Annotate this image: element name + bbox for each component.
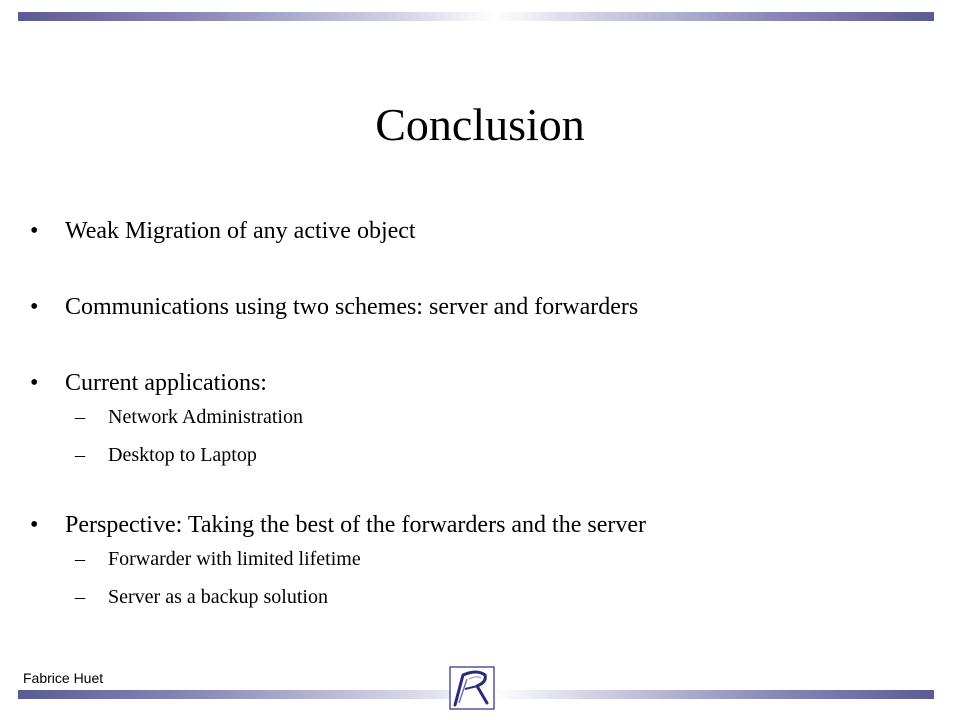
bullet-icon: • (30, 294, 39, 320)
sub-item-text: Server as a backup solution (108, 586, 328, 608)
bullet-text: Perspective: Taking the best of the forwarders and the server (65, 512, 647, 538)
bullet-item (30, 212, 930, 250)
dash-icon: – (75, 548, 85, 570)
bullet-text: Current applications: (65, 370, 267, 396)
bullet-item (30, 506, 930, 544)
slide-title: Conclusion (375, 99, 585, 150)
top-decorative-bar (18, 12, 934, 21)
bullet-icon: • (30, 218, 39, 244)
sub-item (30, 578, 930, 616)
bullet-item (30, 288, 930, 326)
sub-item-text: Network Administration (108, 406, 303, 428)
sub-item (30, 540, 930, 578)
bullet-text: Weak Migration of any active object (65, 218, 416, 244)
bullet-icon: • (30, 370, 39, 396)
sub-item (30, 436, 930, 474)
bullet-icon: • (30, 512, 39, 538)
bullet-text: Communications using two schemes: server and forwarders (65, 294, 639, 320)
dash-icon: – (75, 444, 85, 466)
sub-item (30, 398, 930, 436)
slide-content (30, 212, 930, 616)
dash-icon: – (75, 586, 85, 608)
sub-item-text: Desktop to Laptop (108, 444, 257, 466)
sub-item-text: Forwarder with limited lifetime (108, 548, 361, 570)
dash-icon: – (75, 406, 85, 428)
bullet-item (30, 364, 930, 402)
inria-logo-icon (447, 665, 497, 711)
footer-author: Fabrice Huet (23, 670, 104, 686)
